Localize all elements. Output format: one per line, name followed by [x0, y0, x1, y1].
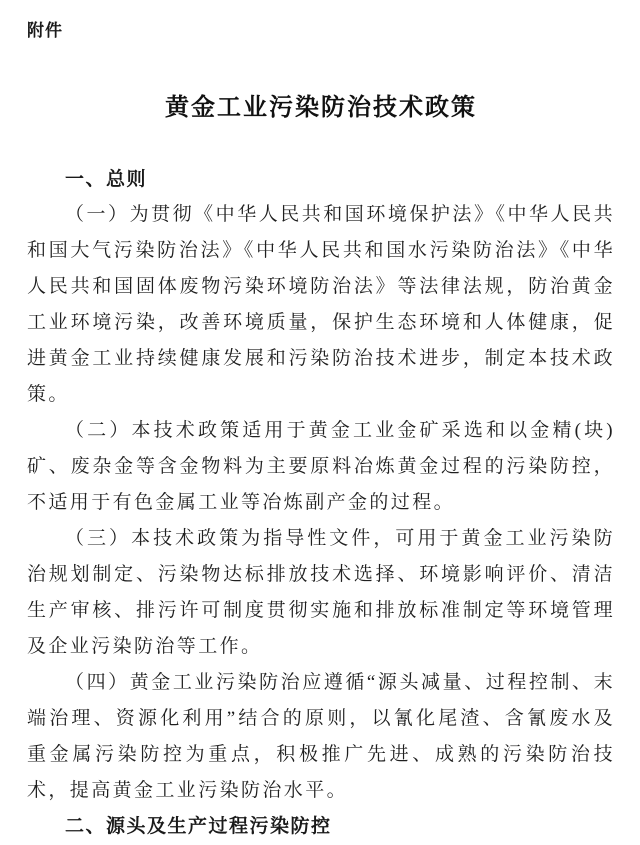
- attachment-label: 附件: [27, 21, 63, 40]
- paragraph-3: （三）本技术政策为指导性文件，可用于黄金工业污染防治规划制定、污染物达标排放技术选择、环境影响评价、清洁生产审核、排污许可制度贯彻实施和排放标准制定等环境管理及企业污染防治等工作。: [27, 528, 615, 657]
- section-heading-general-provisions: 一、总则: [65, 169, 148, 190]
- section-heading-source-and-process-pollution-control: 二、源头及生产过程污染防控: [65, 816, 332, 837]
- paragraph-4: （四）黄金工业污染防治应遵循“源头减量、过程控制、末端治理、资源化利用”结合的原则，以氰化尾渣、含氰废水及重金属污染防控为重点，积极推广先进、成熟的污染防治技术，提高黄金工业污染防治水平。: [27, 672, 615, 801]
- section-body: [27, 197, 615, 809]
- document-title: 黄金工业污染防治技术政策: [165, 94, 477, 121]
- paragraph-2: （二）本技术政策适用于黄金工业金矿采选和以金精(块)矿、废杂金等含金物料为主要原料冶炼黄金过程的污染防控，不适用于有色金属工业等冶炼副产金的过程。: [27, 420, 615, 513]
- paragraph-1: （一）为贯彻《中华人民共和国环境保护法》《中华人民共和国大气污染防治法》《中华人民共和国水污染防治法》《中华人民共和国固体废物污染环境防治法》等法律法规，防治黄金工业环境污染，改善环境质量，保护生态环境和人体健康，促进黄金工业持续健康发展和污染防治技术进步，制定本技术政策。: [27, 204, 615, 405]
